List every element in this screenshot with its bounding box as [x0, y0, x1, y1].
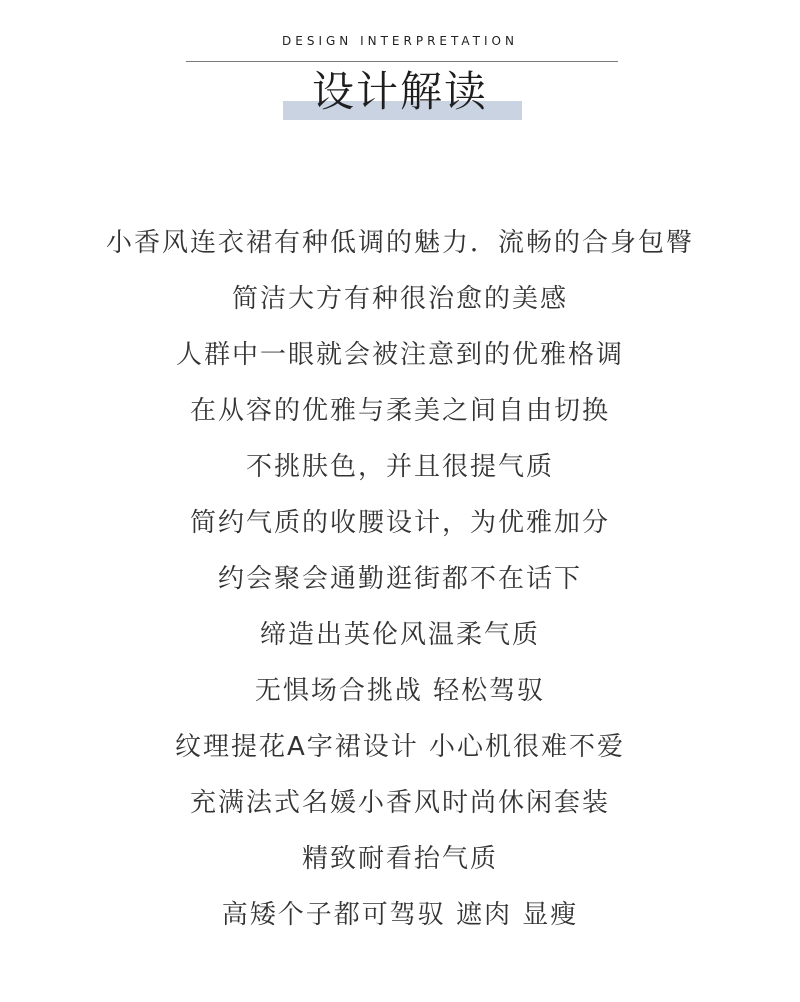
description-line: 简约气质的收腰设计，为优雅加分	[189, 508, 610, 538]
description-line: 精致耐看抬气质	[301, 844, 498, 874]
description-line: 纹理提花A字裙设计 小心机很难不爱	[174, 732, 626, 762]
description-line: 高矮个子都可驾驭 遮肉 显瘦	[221, 900, 579, 930]
description-line: 缔造出英伦风温柔气质	[259, 620, 540, 650]
description-line: 小香风连衣裙有种低调的魅力．流畅的合身包臀	[105, 228, 694, 258]
section-subtitle: DESIGN INTERPRETATION	[282, 34, 518, 48]
description-line: 简洁大方有种很治愈的美感	[231, 284, 568, 314]
header-divider	[186, 61, 618, 62]
description-line: 充满法式名媛小香风时尚休闲套装	[189, 788, 610, 818]
description-line: 约会聚会通勤逛街都不在话下	[217, 564, 582, 594]
section-header	[0, 0, 800, 130]
description-list	[0, 223, 800, 951]
section-title: 设计解读	[311, 67, 488, 116]
description-line: 不挑肤色，并且很提气质	[245, 452, 554, 482]
description-line: 人群中一眼就会被注意到的优雅格调	[175, 340, 624, 370]
description-line: 在从容的优雅与柔美之间自由切换	[189, 396, 610, 426]
description-line: 无惧场合挑战 轻松驾驭	[254, 676, 546, 706]
